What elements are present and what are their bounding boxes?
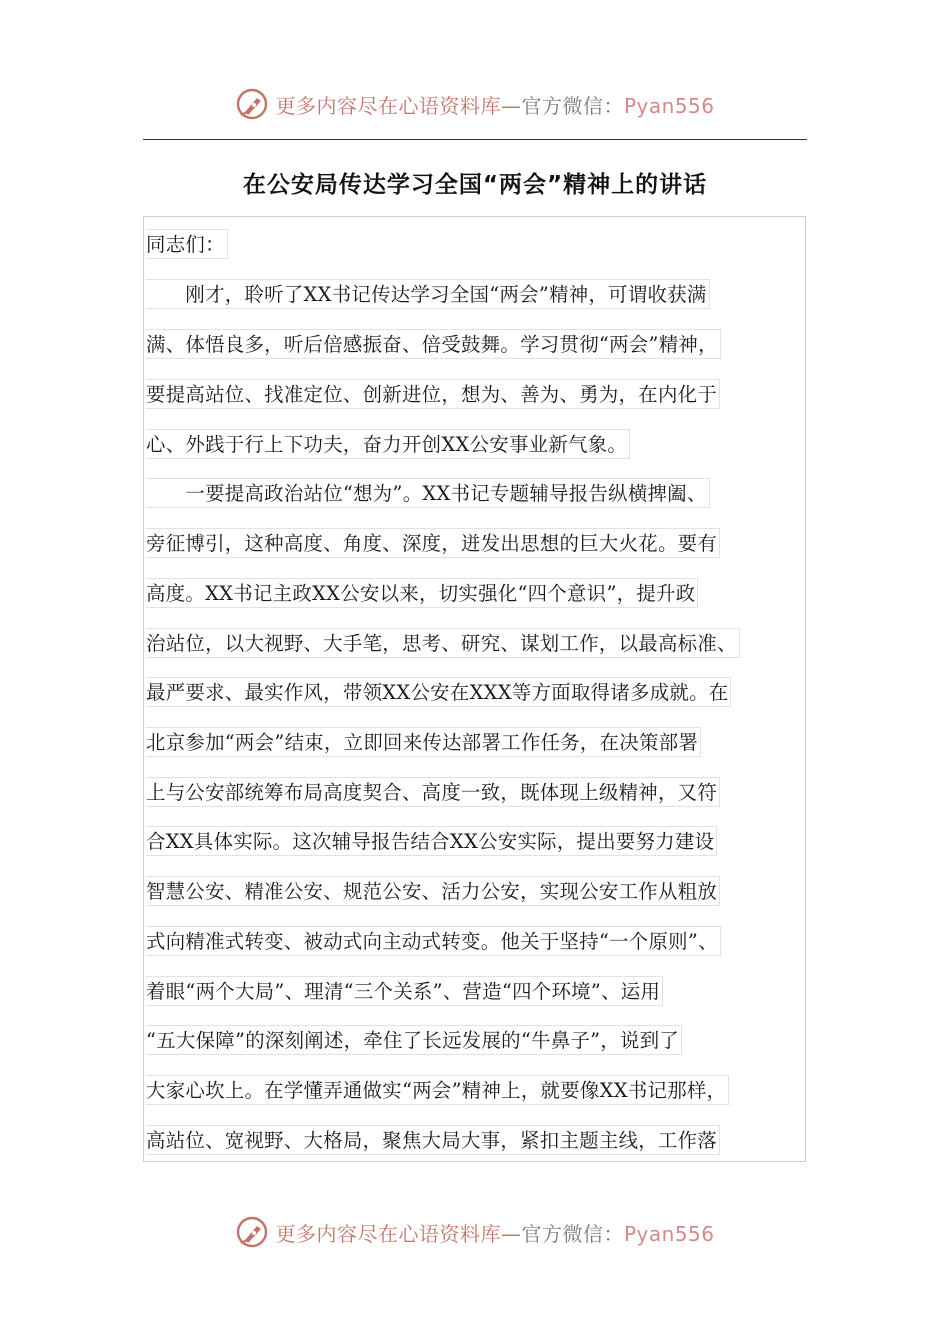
- body-line: 上与公安部统筹布局高度契合、高度一致，既体现上级精神，又符: [146, 777, 720, 807]
- watermark-wechat-id: Pyan556: [623, 93, 715, 118]
- watermark-text-bottom: [275, 1218, 714, 1247]
- watermark-text-top: [275, 90, 714, 119]
- pen-nib-logo-icon: [235, 87, 269, 121]
- body-line: 心、外践于行上下功夫，奋力开创XX公安事业新气象。: [146, 429, 630, 459]
- body-line: 大家心坎上。在学懂弄通做实“两会”精神上，就要像XX书记那样，: [146, 1075, 729, 1105]
- watermark-dash: —: [500, 93, 522, 118]
- body-line: 高站位、宽视野、大格局，聚焦大局大事，紧扣主题主线，工作落: [146, 1125, 720, 1155]
- watermark-wechat-id: Pyan556: [623, 1221, 715, 1246]
- watermark-main-text: 更多内容尽在心语资料库: [275, 93, 501, 118]
- body-line: 最严要求、最实作风，带领XX公安在XXX等方面取得诸多成就。在: [146, 677, 731, 707]
- body-line: 式向精准式转变、被动式向主动式转变。他关于坚持“一个原则”、: [146, 926, 721, 956]
- body-line: “五大保障”的深刻阐述，牵住了长远发展的“牛鼻子”，说到了: [146, 1025, 682, 1055]
- body-line: 满、体悟良多，听后倍感振奋、倍受鼓舞。学习贯彻“两会”精神，: [146, 329, 721, 359]
- body-line: 同志们：: [146, 229, 228, 259]
- body-line: 高度。XX书记主政XX公安以来，切实强化“四个意识”，提升政: [146, 578, 698, 608]
- body-line: 智慧公安、精准公安、规范公安、活力公安，实现公安工作从粗放: [146, 876, 720, 906]
- body-line: 一要提高政治站位“想为”。XX书记专题辅导报告纵横捭阖、: [146, 478, 710, 508]
- body-line: 治站位，以大视野、大手笔，思考、研究、谋划工作，以最高标准、: [146, 628, 740, 658]
- watermark-banner-top: [0, 84, 950, 124]
- watermark-dash: —: [500, 1221, 522, 1246]
- watermark-wechat-label: 官方微信：: [521, 93, 624, 118]
- watermark-banner-bottom: [0, 1212, 950, 1252]
- document-title: 在公安局传达学习全国“两会”精神上的讲话: [242, 172, 708, 198]
- body-line: 着眼“两个大局”、理清“三个关系”、营造“四个环境”、运用: [146, 976, 663, 1006]
- watermark-wechat-label: 官方微信：: [521, 1221, 624, 1246]
- body-line: 要提高站位、找准定位、创新进位，想为、善为、勇为，在内化于: [146, 379, 720, 409]
- body-line: 合XX具体实际。这次辅导报告结合XX公安实际，提出要努力建设: [146, 826, 717, 856]
- body-line: 北京参加“两会”结束，立即回来传达部署工作任务，在决策部署: [146, 727, 701, 757]
- body-line: 刚才，聆听了XX书记传达学习全国“两会”精神，可谓收获满: [146, 279, 710, 309]
- header-rule: [143, 139, 807, 140]
- pen-nib-logo-icon: [235, 1215, 269, 1249]
- body-line: 旁征博引，这种高度、角度、深度，迸发出思想的巨大火花。要有: [146, 528, 720, 558]
- watermark-main-text: 更多内容尽在心语资料库: [275, 1221, 501, 1246]
